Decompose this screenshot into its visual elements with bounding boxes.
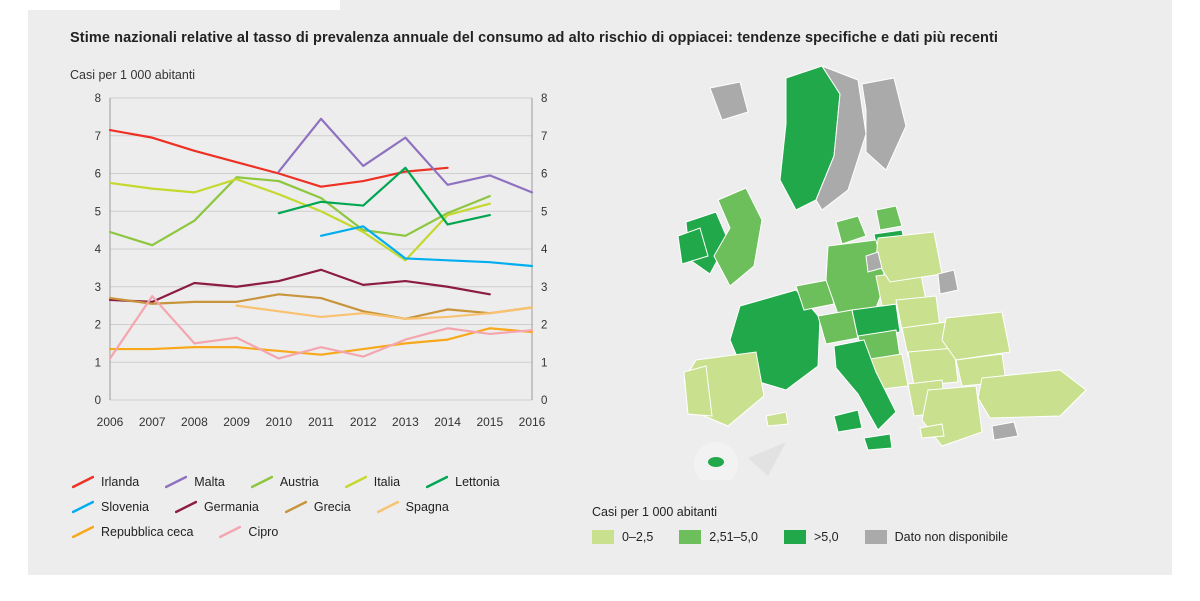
legend-item	[426, 475, 499, 489]
svg-text:2011: 2011	[308, 415, 334, 429]
legend-row	[72, 525, 592, 539]
line-chart	[70, 70, 570, 460]
legend-line-icon	[377, 500, 399, 514]
map-legend-item	[592, 530, 653, 544]
bottom-margin	[0, 575, 1200, 601]
svg-text:3: 3	[94, 281, 101, 294]
map-country	[836, 216, 866, 244]
svg-text:1: 1	[541, 357, 548, 370]
legend-item	[251, 475, 319, 489]
map-legend-label: Dato non disponibile	[894, 530, 1008, 544]
map-legend-item	[784, 530, 839, 544]
map-country	[938, 270, 958, 294]
map-legend-label: 2,51–5,0	[709, 530, 758, 544]
svg-text:2016: 2016	[518, 415, 546, 429]
legend-label: Cipro	[248, 525, 279, 539]
legend-item	[175, 500, 259, 514]
legend-label: Repubblica ceca	[101, 525, 194, 539]
svg-text:2014: 2014	[434, 415, 461, 429]
svg-text:6: 6	[94, 168, 101, 181]
legend-label: Grecia	[313, 500, 351, 514]
legend-label: Slovenia	[101, 500, 149, 514]
svg-text:2015: 2015	[476, 415, 504, 429]
legend-label: Austria	[279, 475, 319, 489]
legend-item	[72, 475, 139, 489]
legend-label: Spagna	[405, 500, 449, 514]
svg-text:6: 6	[541, 168, 548, 181]
map-country	[942, 312, 1010, 360]
map-country	[992, 422, 1018, 440]
svg-text:4: 4	[541, 244, 548, 256]
legend-line-icon	[285, 500, 307, 514]
map-country-malta	[708, 457, 724, 467]
svg-text:5: 5	[94, 206, 101, 219]
chart-legend	[72, 475, 592, 550]
svg-text:2006: 2006	[96, 415, 124, 429]
legend-item	[377, 500, 449, 514]
top-tab-marker	[0, 0, 340, 10]
legend-item	[72, 525, 193, 539]
svg-text:2012: 2012	[349, 415, 377, 429]
malta-callout	[694, 442, 786, 480]
legend-line-icon	[72, 500, 94, 514]
legend-line-icon	[175, 500, 197, 514]
legend-label: Germania	[203, 500, 259, 514]
y-axis-title: Casi per 1 000 abitanti	[70, 68, 196, 82]
legend-row	[72, 500, 592, 514]
svg-text:1: 1	[94, 357, 101, 370]
legend-line-icon	[251, 475, 273, 489]
europe-map-svg	[590, 60, 1180, 480]
map-country	[818, 310, 858, 344]
svg-text:8: 8	[94, 93, 101, 105]
svg-text:2007: 2007	[138, 415, 166, 429]
map-legend-swatch	[592, 530, 614, 544]
svg-text:0: 0	[94, 395, 101, 407]
legend-line-icon	[426, 475, 448, 489]
legend-line-icon	[165, 475, 187, 489]
map-legend-label: >5,0	[813, 530, 839, 544]
map-country	[920, 424, 944, 438]
map-country	[876, 232, 942, 282]
svg-text:3: 3	[541, 281, 548, 294]
legend-item	[219, 525, 278, 539]
legend-item	[72, 500, 149, 514]
svg-text:0: 0	[541, 395, 548, 407]
svg-text:8: 8	[541, 93, 548, 105]
map-legend-swatch	[784, 530, 806, 544]
legend-label: Irlanda	[101, 475, 140, 489]
map-legend-swatch	[865, 530, 887, 544]
map-country	[766, 412, 788, 426]
legend-line-icon	[345, 475, 367, 489]
svg-text:7: 7	[541, 130, 548, 143]
map-country	[908, 348, 958, 386]
legend-label: Italia	[373, 475, 401, 489]
svg-text:5: 5	[541, 206, 548, 219]
svg-text:4: 4	[94, 244, 101, 256]
legend-item	[345, 475, 400, 489]
svg-text:7: 7	[94, 130, 101, 143]
page-title: Stime nazionali relative al tasso di prevalenza annuale del consumo ad alto rischio di oppiacei: tendenze specifiche e dati più recenti	[70, 30, 999, 46]
map-country	[862, 78, 906, 170]
svg-text:2: 2	[94, 319, 101, 332]
svg-text:2: 2	[541, 319, 548, 332]
map-legend-swatch	[679, 530, 701, 544]
legend-item	[285, 500, 351, 514]
legend-line-icon	[72, 525, 94, 539]
legend-item	[165, 475, 225, 489]
legend-line-icon	[72, 475, 94, 489]
europe-choropleth-map	[590, 60, 1180, 480]
line-chart-svg	[70, 70, 570, 460]
map-legend	[592, 505, 1152, 544]
map-country	[978, 370, 1086, 418]
legend-label: Lettonia	[455, 475, 500, 489]
map-legend-item	[679, 530, 758, 544]
map-country	[876, 206, 902, 230]
svg-text:2009: 2009	[223, 415, 250, 429]
svg-text:2013: 2013	[392, 415, 419, 429]
map-legend-label: 0–2,5	[622, 530, 654, 544]
legend-line-icon	[219, 525, 241, 539]
map-legend-item	[865, 530, 1008, 544]
left-margin	[0, 0, 28, 601]
map-legend-caption: Casi per 1 000 abitanti	[592, 505, 718, 519]
map-country	[834, 410, 862, 432]
legend-row	[72, 475, 592, 489]
svg-text:2008: 2008	[181, 415, 208, 429]
map-country	[864, 434, 892, 450]
svg-text:2010: 2010	[265, 415, 293, 429]
map-country	[710, 82, 748, 120]
map-legend-row	[592, 530, 1152, 544]
legend-label: Malta	[194, 475, 225, 489]
